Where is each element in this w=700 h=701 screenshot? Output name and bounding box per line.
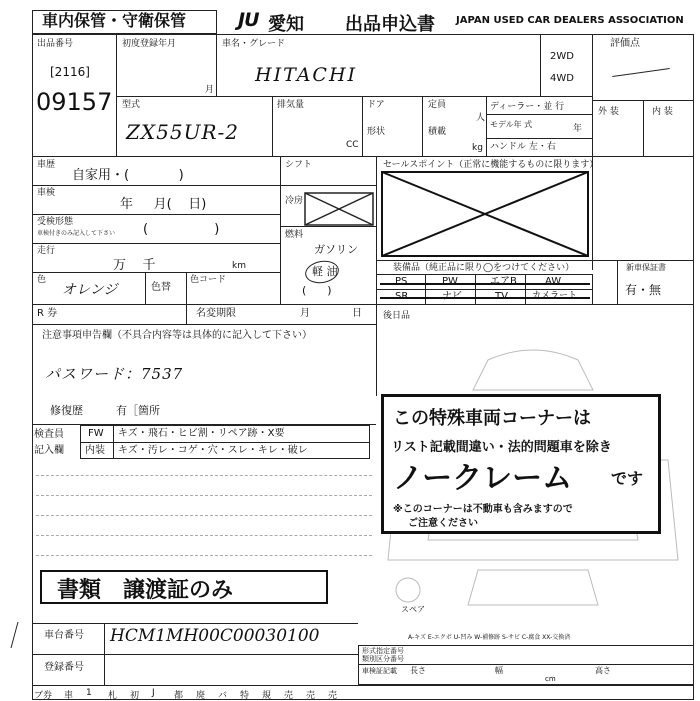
special-line-3a: ノークレーム (393, 461, 573, 496)
inspector-label-1: 検査員 (34, 429, 64, 440)
inspector-fw: FW (88, 428, 104, 439)
equip-strike-1 (380, 283, 590, 285)
chassis-value: HCM1MH00C00030100 (110, 626, 320, 646)
color-label: 色 (37, 275, 47, 285)
special-note-1: ※このコーナーは不動車も含みますので (393, 504, 573, 515)
bottom-cell: 売 (306, 691, 316, 701)
equip-aw: AW (545, 276, 562, 287)
displacement-label: 排気量 (277, 100, 305, 110)
equip-ps: PS (395, 276, 408, 287)
inspector-fw-text: キズ・飛石・ヒビ割・リペア跡・X要 (118, 428, 285, 439)
association-name: JAPAN USED CAR DEALERS ASSOCIATION (456, 15, 684, 26)
after-date-label: 後日品 (383, 311, 411, 321)
class-label: 類別区分番号 (362, 655, 404, 663)
special-note-2: ご注意ください (408, 518, 478, 529)
shape-label: 形状 (367, 127, 386, 137)
fuel-paren: ( ) (302, 284, 332, 297)
bottom-cell: 特 (240, 691, 250, 701)
doors-label: ドア (367, 100, 385, 110)
lot-number: 09157 (36, 88, 113, 116)
warranty-value: 有・無 (625, 283, 662, 297)
bottom-cell: J (152, 688, 155, 698)
lot-label: 出品番号 (37, 39, 74, 49)
color-value: オレンジ (62, 282, 118, 298)
interior-label: 内 装 (652, 107, 673, 117)
cert-unit: cm (545, 675, 556, 683)
documents-value: 書類 譲渡証のみ (57, 578, 234, 603)
model-value: ZX55UR-2 (126, 120, 239, 144)
form-designation-box (358, 645, 694, 685)
ju-logo: JU (238, 9, 259, 31)
bottom-cell: 都 (174, 691, 184, 701)
model-year-label: モデル年 式 (490, 120, 533, 129)
r-ticket-label: R 券 (37, 308, 58, 319)
equip-airbag: エアB (490, 276, 517, 287)
bottom-cell: 初 (130, 691, 140, 701)
fuel-gasoline: ガソリン (314, 243, 358, 256)
load-label: 積載 (428, 127, 447, 137)
color-change: 色替 (151, 282, 171, 293)
special-line-1: この特殊車両コーナーは (393, 408, 591, 429)
bottom-cell: 売 (284, 691, 294, 701)
special-line-2: リスト記載間違い・法的問題車を除き (391, 440, 612, 455)
color-code-label: 色コード (190, 275, 227, 285)
equip-strike-2 (380, 297, 590, 299)
rating-label: 評価点 (610, 38, 640, 49)
special-line-3b: です (611, 469, 644, 488)
bottom-cell: ブ券 (34, 691, 53, 701)
cert-height: 高さ (595, 666, 611, 675)
displacement-unit: CC (346, 140, 359, 150)
shift-label: シフト (285, 160, 313, 170)
lot-sub-number: [2116] (50, 65, 90, 79)
bottom-cell: 売 (328, 691, 338, 701)
model-label: 型式 (122, 100, 141, 110)
inspection-label: 車検 (37, 188, 56, 198)
damage-legend: A-キズ E-エクボ U-凹み W-補修跡 S-サビ C-腐食 XX-交換済 (408, 634, 571, 641)
mileage-value: 万 千 (113, 258, 156, 273)
bottom-cell: バ (218, 691, 228, 701)
fuel-label: 燃料 (285, 230, 304, 240)
bottom-cell: 1 (86, 688, 92, 698)
sales-point-label: セールスポイント（正常に機能するものに限ります） (383, 160, 599, 170)
warranty-label: 新車保証書 (626, 263, 666, 272)
bottom-cell: 廃 (196, 691, 206, 701)
car-name-label: 車名・グレード (222, 39, 286, 49)
cert-length: 長さ (410, 666, 426, 675)
form-title: 出品申込書 (345, 14, 435, 35)
sales-point-crossed-box (380, 170, 590, 258)
storage-note: 車内保管・守衛保管 (42, 11, 187, 30)
cert-width: 幅 (495, 666, 503, 675)
bottom-row (34, 688, 354, 700)
notes-label: 注意事項申告欄（不具合内容等は具体的に記入して下さい） (42, 330, 312, 341)
equip-camera: カメラート (532, 291, 578, 301)
change-period-month: 月 (300, 308, 310, 319)
load-unit: kg (472, 143, 483, 153)
exterior-label: 外 装 (598, 107, 619, 117)
registration-label: 登録番号 (44, 662, 84, 673)
handle-label: ハンドル 左・右 (490, 142, 556, 152)
ac-label: 冷房 (285, 196, 304, 206)
history-value: 自家用・( ) (72, 168, 184, 183)
bottom-cell: 車 (64, 691, 74, 701)
equip-navi: ナビ (442, 291, 462, 302)
inspector-label-2: 記入欄 (34, 445, 64, 456)
car-name-value: HITACHI (255, 64, 358, 86)
insp-type-value: ( ) (143, 222, 220, 237)
insp-type-label: 受検形態 (37, 217, 74, 227)
dealer-imported: ディーラー・並 行 (490, 102, 565, 112)
equipment-label: 装備品（純正品に限り◯をつけてください） (393, 263, 575, 273)
repair-label: 修復歴 (50, 404, 83, 417)
capacity-unit: 人 (476, 113, 486, 123)
bottom-cell: 規 (262, 691, 272, 701)
repair-value: 有［箇所 (116, 404, 160, 417)
equip-tv: TV (495, 291, 508, 302)
equip-sr: SR (395, 291, 409, 302)
handwritten-mark (11, 622, 27, 648)
bottom-cell: 札 (108, 691, 118, 701)
ac-crossed-box (304, 192, 374, 226)
notes-value: パスワード：7537 (45, 365, 184, 383)
capacity-label: 定員 (428, 100, 447, 110)
history-label: 車歴 (37, 160, 56, 170)
first-reg-month-unit: 月 (205, 85, 215, 95)
mileage-unit: km (232, 261, 246, 271)
fuel-light-oil: 軽 油 (312, 265, 338, 278)
form-designation-label: 形式指定番号 (362, 647, 404, 655)
equip-pw: PW (442, 276, 458, 287)
mileage-label: 走行 (37, 246, 56, 256)
model-year-unit: 年 (573, 124, 583, 134)
inspector-interior: 内装 (85, 445, 105, 456)
insp-type-note: 車検付きのみ記入して下さい (37, 230, 116, 237)
brand-name: 愛知 (268, 14, 304, 35)
drive-2wd: 2WD (550, 51, 574, 62)
change-period-day: 日 (352, 308, 362, 319)
spare-label: スペア (401, 605, 425, 614)
inspection-value: 年 月( 日) (120, 197, 207, 212)
chassis-label: 車台番号 (44, 630, 84, 641)
first-reg-label: 初度登録年月 (122, 39, 177, 49)
change-period-label: 名変期限 (196, 308, 236, 319)
inspector-interior-text: キズ・汚レ・コゲ・穴・スレ・キレ・破レ (118, 445, 308, 456)
drive-4wd: 4WD (550, 73, 574, 84)
cert-size-label: 車検証記載 (362, 667, 397, 675)
